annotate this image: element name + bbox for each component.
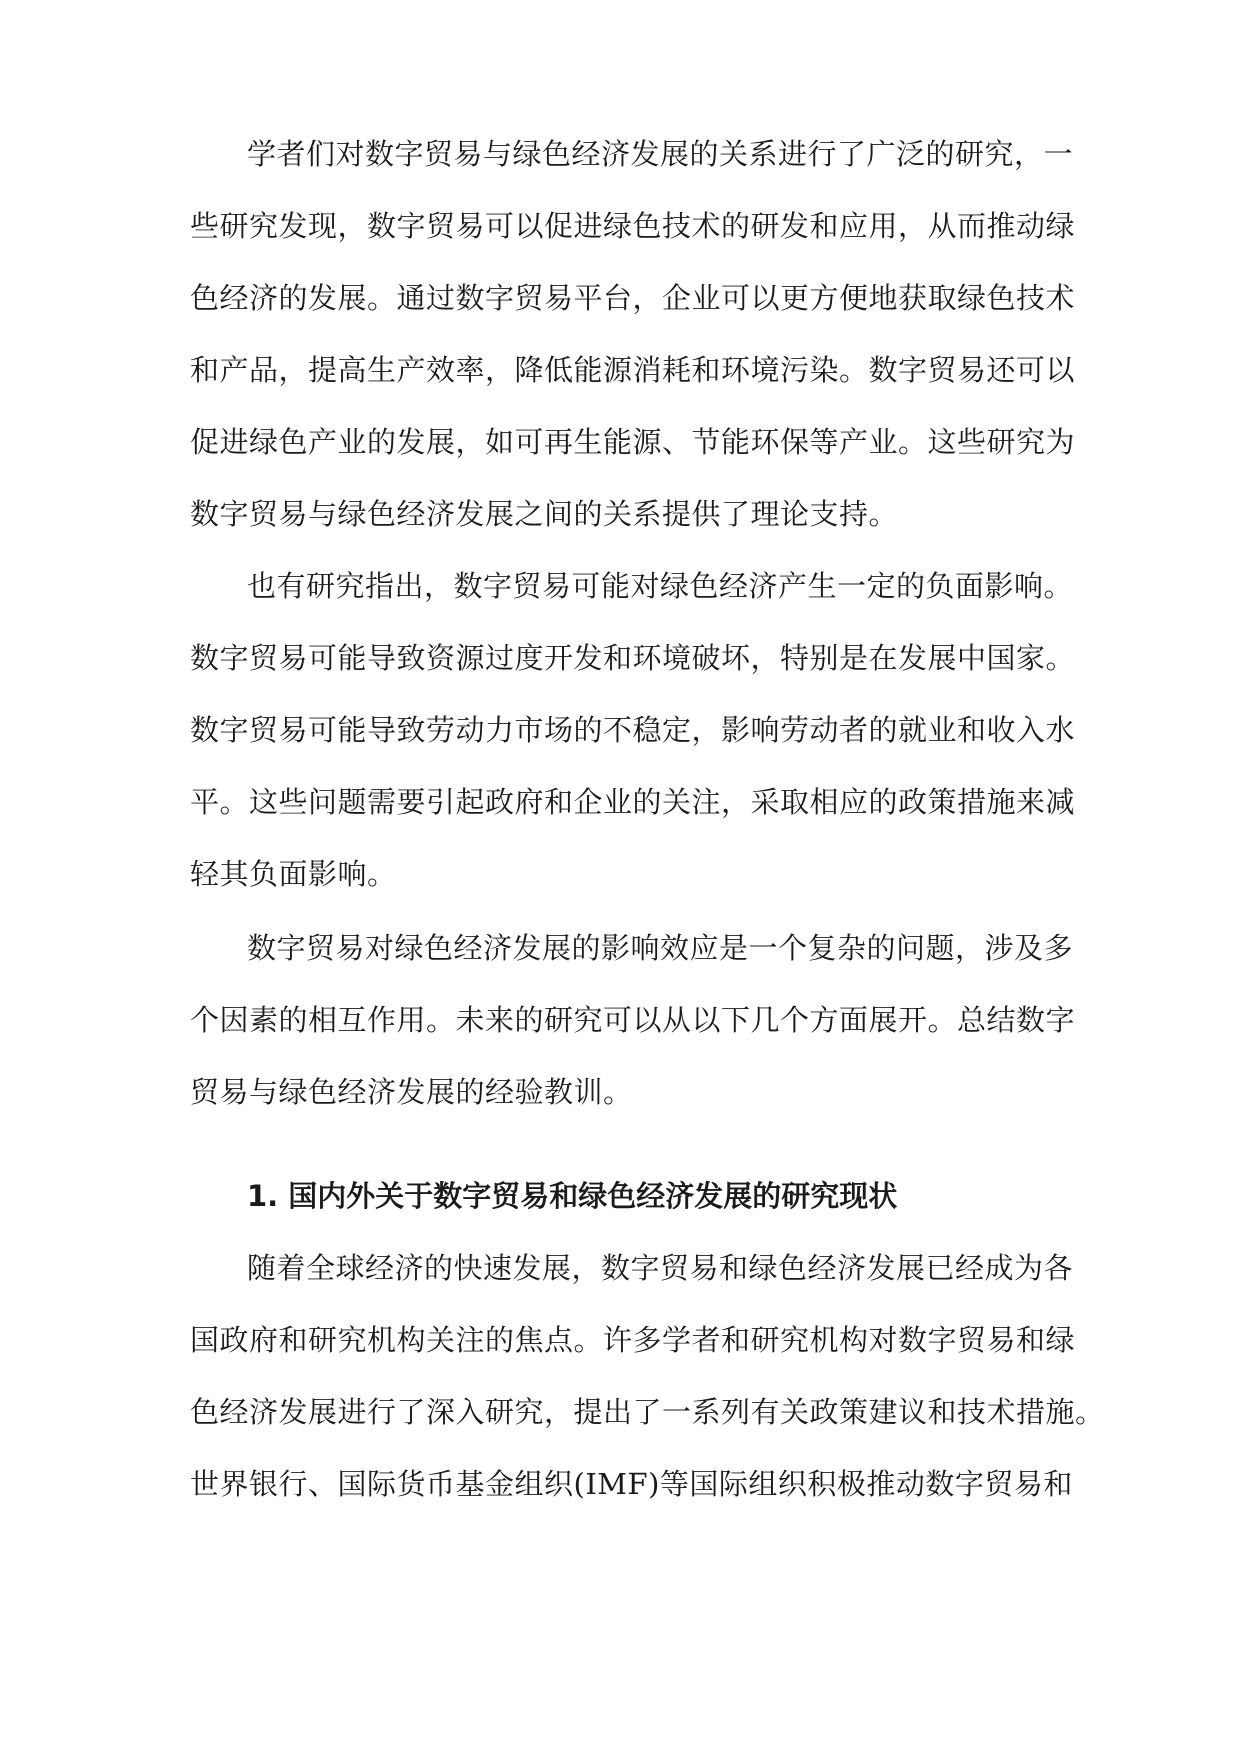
paragraph-line: 也有研究指出，数字贸易可能对绿色经济产生一定的负面影响。 bbox=[247, 569, 1074, 603]
paragraph-line: 学者们对数字贸易与绿色经济发展的关系进行了广泛的研究，一 bbox=[247, 137, 1074, 171]
paragraph-line: 国政府和研究机构关注的焦点。许多学者和研究机构对数字贸易和绿 bbox=[190, 1323, 1076, 1357]
paragraph-line: 些研究发现，数字贸易可以促进绿色技术的研发和应用，从而推动绿 bbox=[190, 209, 1076, 243]
paragraph-line: 数字贸易与绿色经济发展之间的关系提供了理论支持。 bbox=[190, 497, 899, 531]
paragraph-line: 随着全球经济的快速发展，数字贸易和绿色经济发展已经成为各 bbox=[247, 1251, 1074, 1285]
paragraph-line: 色经济的发展。通过数字贸易平台，企业可以更方便地获取绿色技术 bbox=[190, 281, 1076, 315]
paragraph-line: 色经济发展进行了深入研究，提出了一系列有关政策建议和技术措施。 bbox=[190, 1395, 1105, 1429]
paragraph-line: 世界银行、国际货币基金组织(IMF)等国际组织积极推动数字贸易和 bbox=[190, 1467, 1073, 1501]
paragraph-line: 促进绿色产业的发展，如可再生能源、节能环保等产业。这些研究为 bbox=[190, 425, 1076, 459]
paragraph-line: 和产品，提高生产效率，降低能源消耗和环境污染。数字贸易还可以 bbox=[190, 353, 1076, 387]
paragraph-line: 数字贸易可能导致劳动力市场的不稳定，影响劳动者的就业和收入水 bbox=[190, 713, 1076, 747]
paragraph-line: 数字贸易可能导致资源过度开发和环境破坏，特别是在发展中国家。 bbox=[190, 641, 1076, 675]
paragraph-line: 轻其负面影响。 bbox=[190, 857, 397, 891]
paragraph-line: 平。这些问题需要引起政府和企业的关注，采取相应的政策措施来减 bbox=[190, 785, 1076, 819]
paragraph-line: 贸易与绿色经济发展的经验教训。 bbox=[190, 1075, 633, 1109]
section-heading: 1. 国内外关于数字贸易和绿色经济发展的研究现状 bbox=[247, 1179, 898, 1213]
paragraph-line: 个因素的相互作用。未来的研究可以从以下几个方面展开。总结数字 bbox=[190, 1003, 1076, 1037]
paragraph-line: 数字贸易对绿色经济发展的影响效应是一个复杂的问题，涉及多 bbox=[247, 931, 1074, 965]
